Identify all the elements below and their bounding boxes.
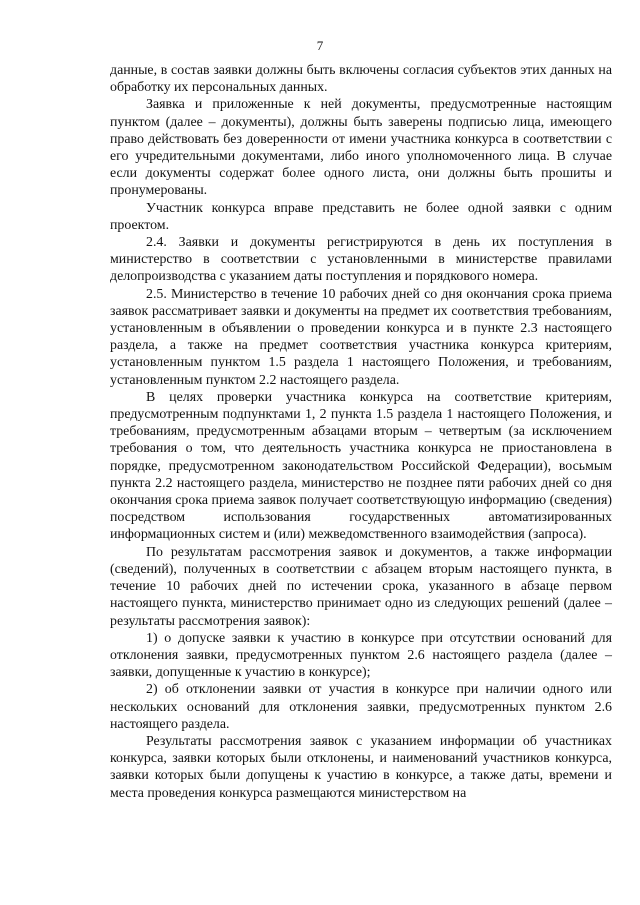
paragraph-one-application: Участник конкурса вправе представить не более одной заявки с одним проектом. [110,200,612,233]
document-body [110,62,612,802]
page-number: 7 [316,38,324,53]
paragraph-2-4: 2.4. Заявки и документы регистрируются в день их поступления в министерство в соответствии с установленными в министерстве правилами делопроизводства с указанием даты поступления и порядкового номера. [110,235,612,285]
paragraph-results-decision: По результатам рассмотрения заявок и документов, а также информации (сведений), полученных в соответствии с абзацем вторым настоящего пункта, в течение 10 рабочих дней по истечении срока, указанного в абзаце первом настоящего пункта, министерство принимает одно из следующих решений (далее – результаты рассмотрения заявок): [110,544,612,629]
paragraph-documents-certification: Заявка и приложенные к ней документы, предусмотренные настоящим пунктом (далее – документы), должны быть заверены подписью лица, имеющего право действовать без доверенности от имени участника конкурса в соответствии с его учредительными документами, либо иного уполномоченного лица. В случае если документы содержат более одного листа, они должны быть прошиты и пронумерованы. [110,97,612,199]
paragraph-results-publication: Результаты рассмотрения заявок с указанием информации об участниках конкурса, заявки которых были отклонены, и наименований участников конкурса, заявки которых были допущены к участию в конкурсе, а также даты, времени и места проведения конкурса размещаются министерством на [110,733,612,801]
paragraph-2-5: 2.5. Министерство в течение 10 рабочих дней со дня окончания срока приема заявок рассматривает заявки и документы на предмет их соответствия требованиям, установленным в объявлении о проведении конкурса и в пункте 2.3 настоящего раздела, а также на предмет соответствия участника конкурса критериям, установленным пунктом 1.5 раздела 1 настоящего Положения, и требованиям, установленным пунктом 2.2 настоящего раздела. [110,286,612,388]
paragraph-continuation: данные, в состав заявки должны быть включены согласия субъектов этих данных на обработку их персональных данных. [110,63,612,96]
paragraph-decision-2: 2) об отклонении заявки от участия в конкурсе при наличии одного или нескольких оснований для отклонения заявки, предусмотренных пунктом 2.6 настоящего раздела. [110,682,612,732]
paragraph-decision-1: 1) о допуске заявки к участию в конкурсе при отсутствии оснований для отклонения заявки, предусмотренных пунктом 2.6 настоящего раздела (далее – заявки, допущенные к участию в конкурсе); [110,630,612,681]
paragraph-verification: В целях проверки участника конкурса на соответствие критериям, предусмотренным подпунктами 1, 2 пункта 1.5 раздела 1 настоящего Положения, и требованиям, предусмотренным абзацами вторым – четвертым (за исключением требования о том, что деятельность участника конкурса не приостановлена в порядке, предусмотренном законодательством Российской Федерации), восьмым пункта 2.2 настоящего раздела, министерство не позднее пяти рабочих дней со дня окончания срока приема заявок получает соответствующую информацию (сведения) посредством использования государственных автоматизированных информационных систем и (или) межведомственного взаимодействия (запроса). [110,389,612,543]
